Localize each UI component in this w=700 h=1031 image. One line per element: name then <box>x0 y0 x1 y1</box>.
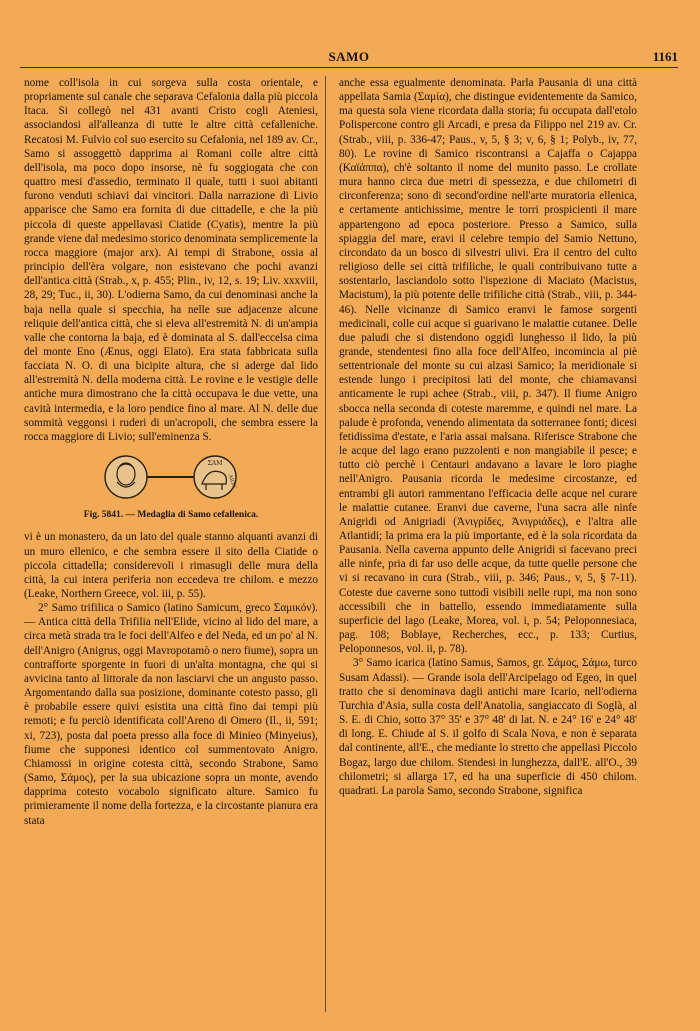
column-divider <box>325 76 326 1012</box>
paragraph: nome coll'isola in cui sorgeva sulla costa orientale, e propriamente sul canale che separava Cefalonia dalla più piccola Itaca. Si collegò nel 431 avanti Cristo cogli Ateniesi, associandosi all'alleanza di tutte le altre città cefalleniche. Recatosi M. Fulvio col suo esercito su Cefalonia, nel 189 av. Cr., Samo si assoggettò dapprima ai Romani colle altre città dell'isola, ma poco dopo insorse, nè fu soggiogata che con quattro mesi d'assedio, terminato il quale, tutti i suoi abitanti furono venduti schiavi dai vincitori. Dalla narrazione di Livio apparisce che Samo era fornita di due cittadelle, e che la più piccola di queste appellavasi Ciatide (Cyatis), mentre la più grande viene dal medesimo storico denominata semplicemente la rocca maggiore (major arx). Ai tempi di Strabone, ossia al principio dell'èra volgare, non esistevano che pochi avanzi dell'antica città (Strab., x, p. 455; Plin., iv, 12, s. 19; Liv. xxxviii, 28, 29; Tuc., ii, 30). L'odierna Samo, da cui denominasi anche la baja nella quale si specchia, ha nelle sue adjacenze alcune reliquie dell'antica città, che si eleva all'estremità N. di un'ampia valle che contorna la baja, ed è dominata al S. dall'eccelsa cima del monte Eno (Ænus, oggi Elato). Era stata fabbricata sulla facciata N. O. di una bicipite altura, che si aderge dal lido all'estremità N. della moderna città. Le rovine e le vestigie delle antiche mura dimostrano che la città occupava le due vette, una cavità intermedia, e la loro pendice fino al mare. Al N. delle due sommità veggonsi i ruderi di un'acropoli, che sembra essere la rocca maggiore di Livio; sull'eminenza S. <box>24 77 318 443</box>
coin-obverse <box>105 456 147 498</box>
page-number: 1161 <box>652 49 678 64</box>
svg-text:ΑΙΩΝ: ΑΙΩΝ <box>226 474 238 490</box>
page-title: SAMO <box>328 49 370 64</box>
svg-text:ΣΑΜ: ΣΑΜ <box>207 460 223 468</box>
coin-reverse <box>194 456 237 498</box>
figure-caption: Fig. 5841. — Medaglia di Samo cefallenica. <box>83 510 259 521</box>
paragraph: anche essa egualmente denominata. Parla Pausania di una città appellata Samia (Σαμία), che distingue evidentemente da Samico, ma questa sola viene ricordata dalla storia; fu occupata dall'etolo Polispercone contro gli Arcadi, e presa da Filippo nel 219 av. Cr. (Strab., viii, p. 336-47; Paus., v, 5, § 3; v, 6, § 1; Polyb., iv, 77, 80). Le rovine di Samico riscontransi a Cajaffa o Cajappa (Καϊάππα), ch'è soltanto il nome del munito passo. Le crollate mura hanno circa due metri di spessezza, e due chilometri di circonferenza; sono di second'ordine nell'arte muratoria ellenica, e certamente antichissime, mentre le torri prospicienti il mare appartengono ad epoca posteriore. Presso a Samico, sulla spiaggia del mare, eravi il celebre tempio del Samio Nettuno, circondato da un bosco di silvestri ulivi. Era il centro del culto religioso delle sei città trifiliche, le quali contribuivano tutte a sostentarlo, lasciandolo sotto l'ispezione di Maciato (Macistus, Macistum), la più potente delle trifiliche città (Strab., viii, p. 344-46). Nelle vicinanze di Samico eranvi le famose sorgenti medicinali, colle cui acque si guarivano le malattie cutanee. Delle due paludi che si distendono oggidì lunghesso il lido, la più grande, stendentesi fino alla foce dell'Alfeo, incomincia al piè settentrionale del monte su cui alzasi Samico; la meridionale si estende lungo i precipitosi lati del monte, che chiamavansi anticamente le rupi achee (Strab., viii, p. 347). Il fiume Anigro sbocca nella seconda di coteste maremme, e quindi nel mare. La palude è profonda, venendo alimentata da sotterranee fonti; dicesi fetidissima d'estate, e l'aria assai malsana. Riferisce Strabone che le acque del lago erano puzzolenti e non mangiabile il pesce; e tutto ciò perchè i Centauri andavano a lavare le loro piaghe nell'Anigro. Pausania ricorda le medesime circostanze, ed entrambi gli autori rammentano l'efficacia delle acque nel curare le malattie cutanee. Eranvi due caverne, l'una sacra alle ninfe Anigridi od Anigriadi (Ἀνιγρίδες, Ἀνιγριάδες), e l'altra alle Atlantidi; la prima era la più importante, ed è la sola ricordata da Pausania. Nella caverna appunto delle Anigridi si facevano preci alle ninfe, pria di far uso delle acque, da tutte quelle persone che vi si recavano in cura (Strab., viii, p. 346; Paus., v, 5, § 7-11). Coteste due caverne sono tuttodì visibili nelle rupi, ma non sono accessibili che in battello, essendo immediatamente sulla superficie del lago (Leake, Morea, vol. i, p. 54; Peloponnesiaca, pag. 108; Boblaye, Recherches, ecc., p. 133; Curtius, Peloponnesos, vol. ii, p. 78). <box>339 77 637 656</box>
paragraph: 2° Samo trifilica o Samico (latino Samicum, greco Σαμικόν). — Antica città della Trifilia nell'Elide, vicino al lido del mare, a circa metà strada tra le foci dell'Alfeo e del Neda, ed un po' al N. dell'Anigro (Anigrus, oggi Mavropotamò o nero fiume), sopra un contrafforte sporgente in fuori di un'alta montagna, che qui si avvicina tanto al littorale da non lasciarvi che un angusto passo. Argomentando dalla sua posizione, dominante cotesto passo, gli è probabile essere quivi esistita una città fino dai tempi più remoti; e fu perciò identificata coll'Areno di Omero (Il., ii, 591; xi, 723), posta dal poeta presso alla foce di Minieo (Minyeius), fiume che supponesi identico col summentovato Anigro. Chiamossi in origine cotesta città, secondo Strabone, Samo (Samo, Σάμος), per la sua ubicazione sopra un monte, avendo dapprima cotesto vocabolo significato alture. Samico fu primieramente il nome della fortezza, e la circostante pianura era stata <box>24 602 318 827</box>
left-column <box>24 76 318 828</box>
page-header <box>20 47 678 68</box>
figure-medal <box>24 454 318 522</box>
medal-illustration <box>96 454 246 504</box>
medal-svg <box>96 454 246 500</box>
paragraph: 3° Samo icarica (latino Samus, Samos, gr. Σάμος, Σάμω, turco Susam Adassi). — Grande isola dell'Arcipelago od Egeo, in quel tratto che si denominava dagli antichi mare Icario, nell'odierna Turchia d'Asia, sulla costa dell'Anatolia, sangiaccato di Soglà, al S. E. di Chio, sotto 37° 35' e 37° 48' di lat. N. e 24° 16' e 24° 48' di long. E. Chiude al S. il golfo di Scala Nova, e non è separata dal continente, all'E., che mediante lo stretto che appellasi Piccolo Bogaz, largo due chilom. Stendesi in lunghezza, dall'E. all'O., 39 chilometri; si allarga 17, ed ha una superficie di 450 chilom. quadrati. La parola Samo, secondo Strabone, significa <box>339 657 637 797</box>
paragraph: vi è un monastero, da un lato del quale stanno alquanti avanzi di un muro ellenico, e che sembra essere il sito della Ciatide o piccola cittadella; considerevoli i rimasugli delle mura della città, la cui intera periferia non eccedeva tre chilom. e mezzo (Leake, Northern Greece, vol. iii, p. 55). <box>24 531 318 600</box>
right-column <box>339 76 637 798</box>
